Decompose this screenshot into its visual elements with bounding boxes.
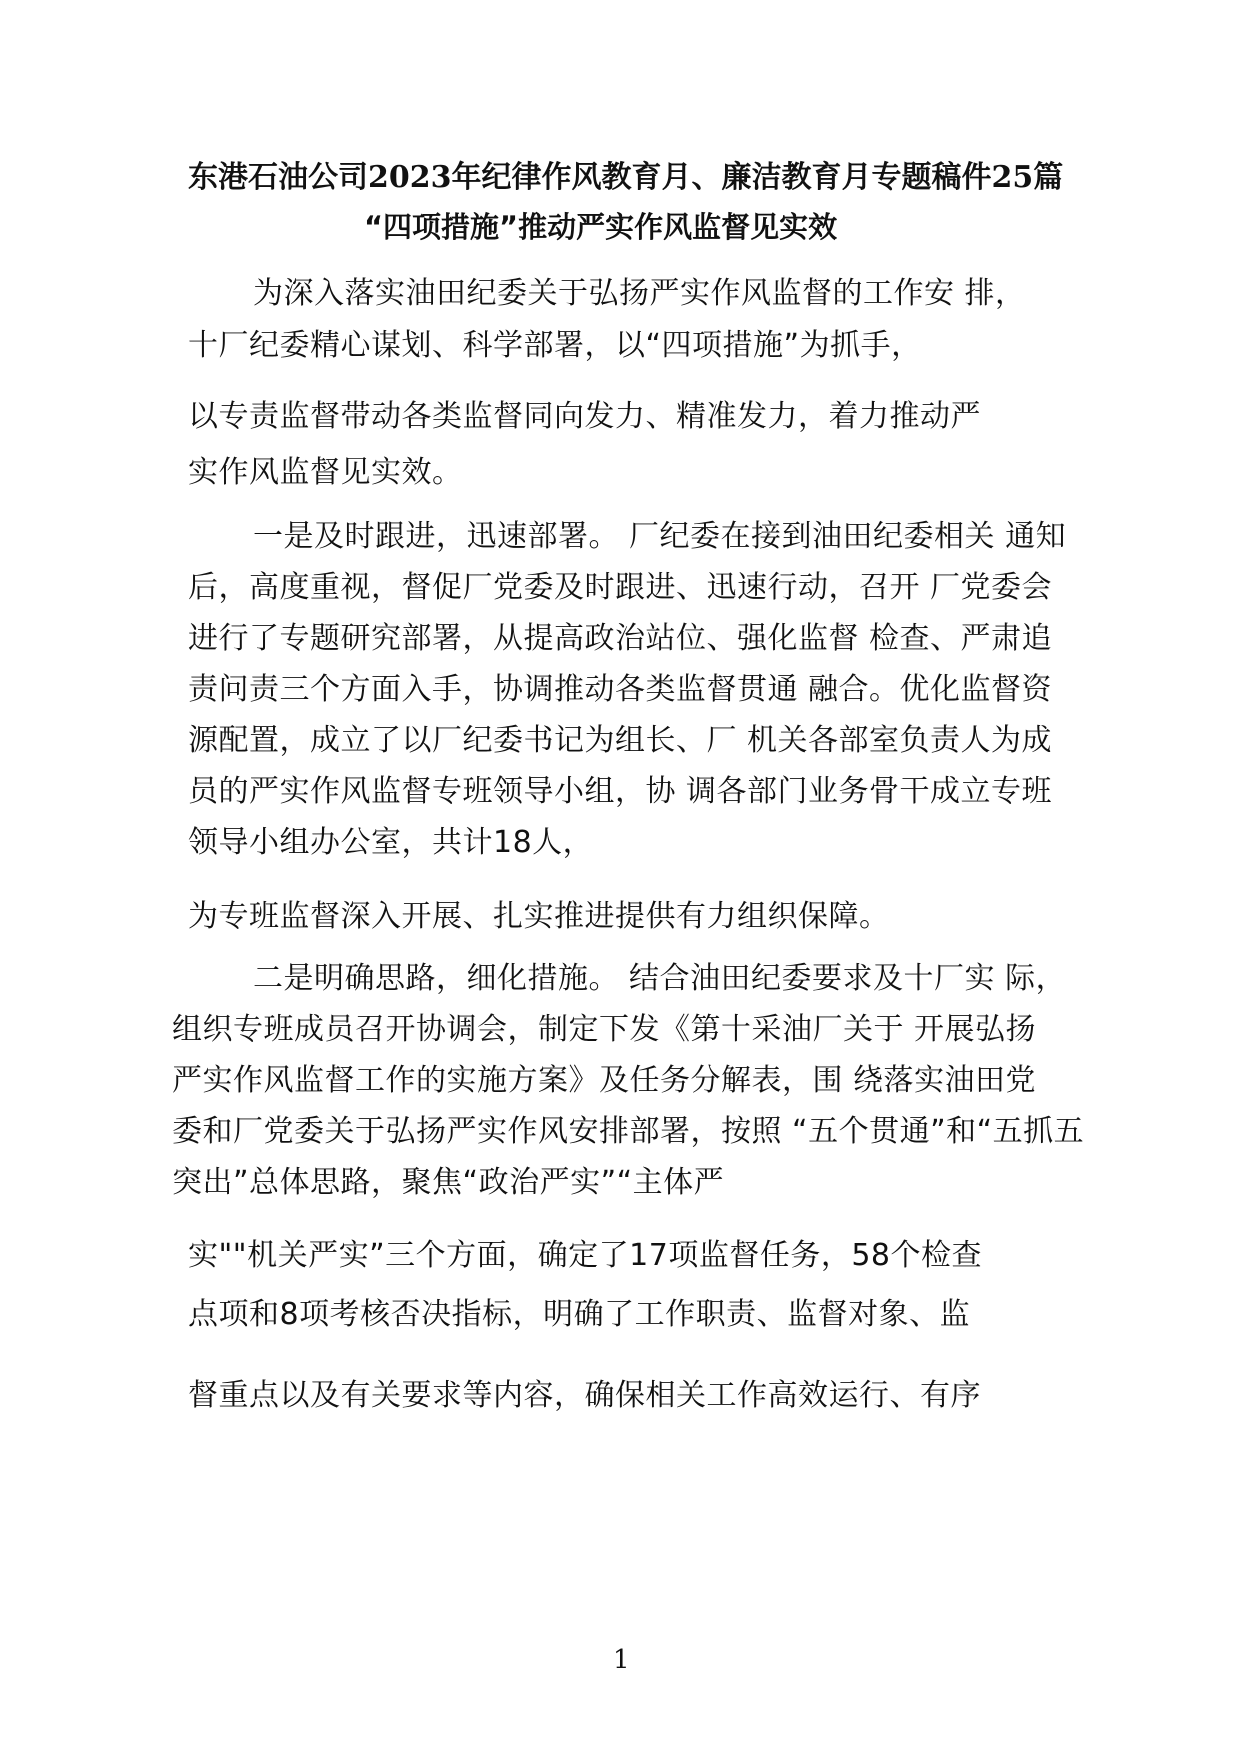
body-line: 督重点以及有关要求等内容，确保相关工作高效运行、有序 [188,1378,981,1413]
body-line: 员的严实作风监督专班领导小组，协 调各部门业务骨干成立专班 [188,774,1053,809]
body-line: 二是明确思路，细化措施。 结合油田纪委要求及十厂实 际， [253,961,1067,996]
page-number: 1 [613,1645,630,1675]
body-line: 领导小组办公室，共计18人， [188,825,594,860]
body-line: 实作风监督见实效。 [188,455,463,490]
document-subtitle: “四项措施”推动严实作风监督见实效 [364,210,838,244]
body-line: 十厂纪委精心谋划、科学部署，以“四项措施”为抓手， [188,328,922,363]
document-title: 东港石油公司2023年纪律作风教育月、廉洁教育月专题稿件25篇 [188,160,1064,195]
body-line: 后，高度重视，督促厂党委及时跟进、迅速行动，召开 厂党委会 [188,570,1053,605]
body-line: 组织专班成员召开协调会，制定下发《第十采油厂关于 开展弘扬 [172,1012,1037,1047]
body-line: 实""机关严实”三个方面，确定了17项监督任务，58个检查 [188,1238,982,1273]
body-line: 以专责监督带动各类监督同向发力、精准发力，着力推动严 [188,399,981,434]
body-line: 责问责三个方面入手，协调推动各类监督贯通 融合。优化监督资 [188,672,1053,707]
body-line: 为专班监督深入开展、扎实推进提供有力组织保障。 [188,899,890,934]
body-line: 进行了专题研究部署，从提高政治站位、强化监督 检查、严肃追 [188,621,1053,656]
body-line: 点项和8项考核否决指标，明确了工作职责、监督对象、监 [188,1297,971,1332]
body-line: 突出”总体思路，聚焦“政治严实”“主体严 [172,1165,725,1200]
body-line: 为深入落实油田纪委关于弘扬严实作风监督的工作安 排， [253,276,1026,311]
body-line: 委和厂党委关于弘扬严实作风安排部署，按照 “五个贯通”和“五抓五 [172,1114,1085,1149]
body-line: 源配置，成立了以厂纪委书记为组长、厂 机关各部室负责人为成 [188,723,1053,758]
body-line: 一是及时跟进，迅速部署。 厂纪委在接到油田纪委相关 通知 [253,519,1067,554]
body-line: 严实作风监督工作的实施方案》及任务分解表，围 绕落实油田党 [172,1063,1037,1098]
